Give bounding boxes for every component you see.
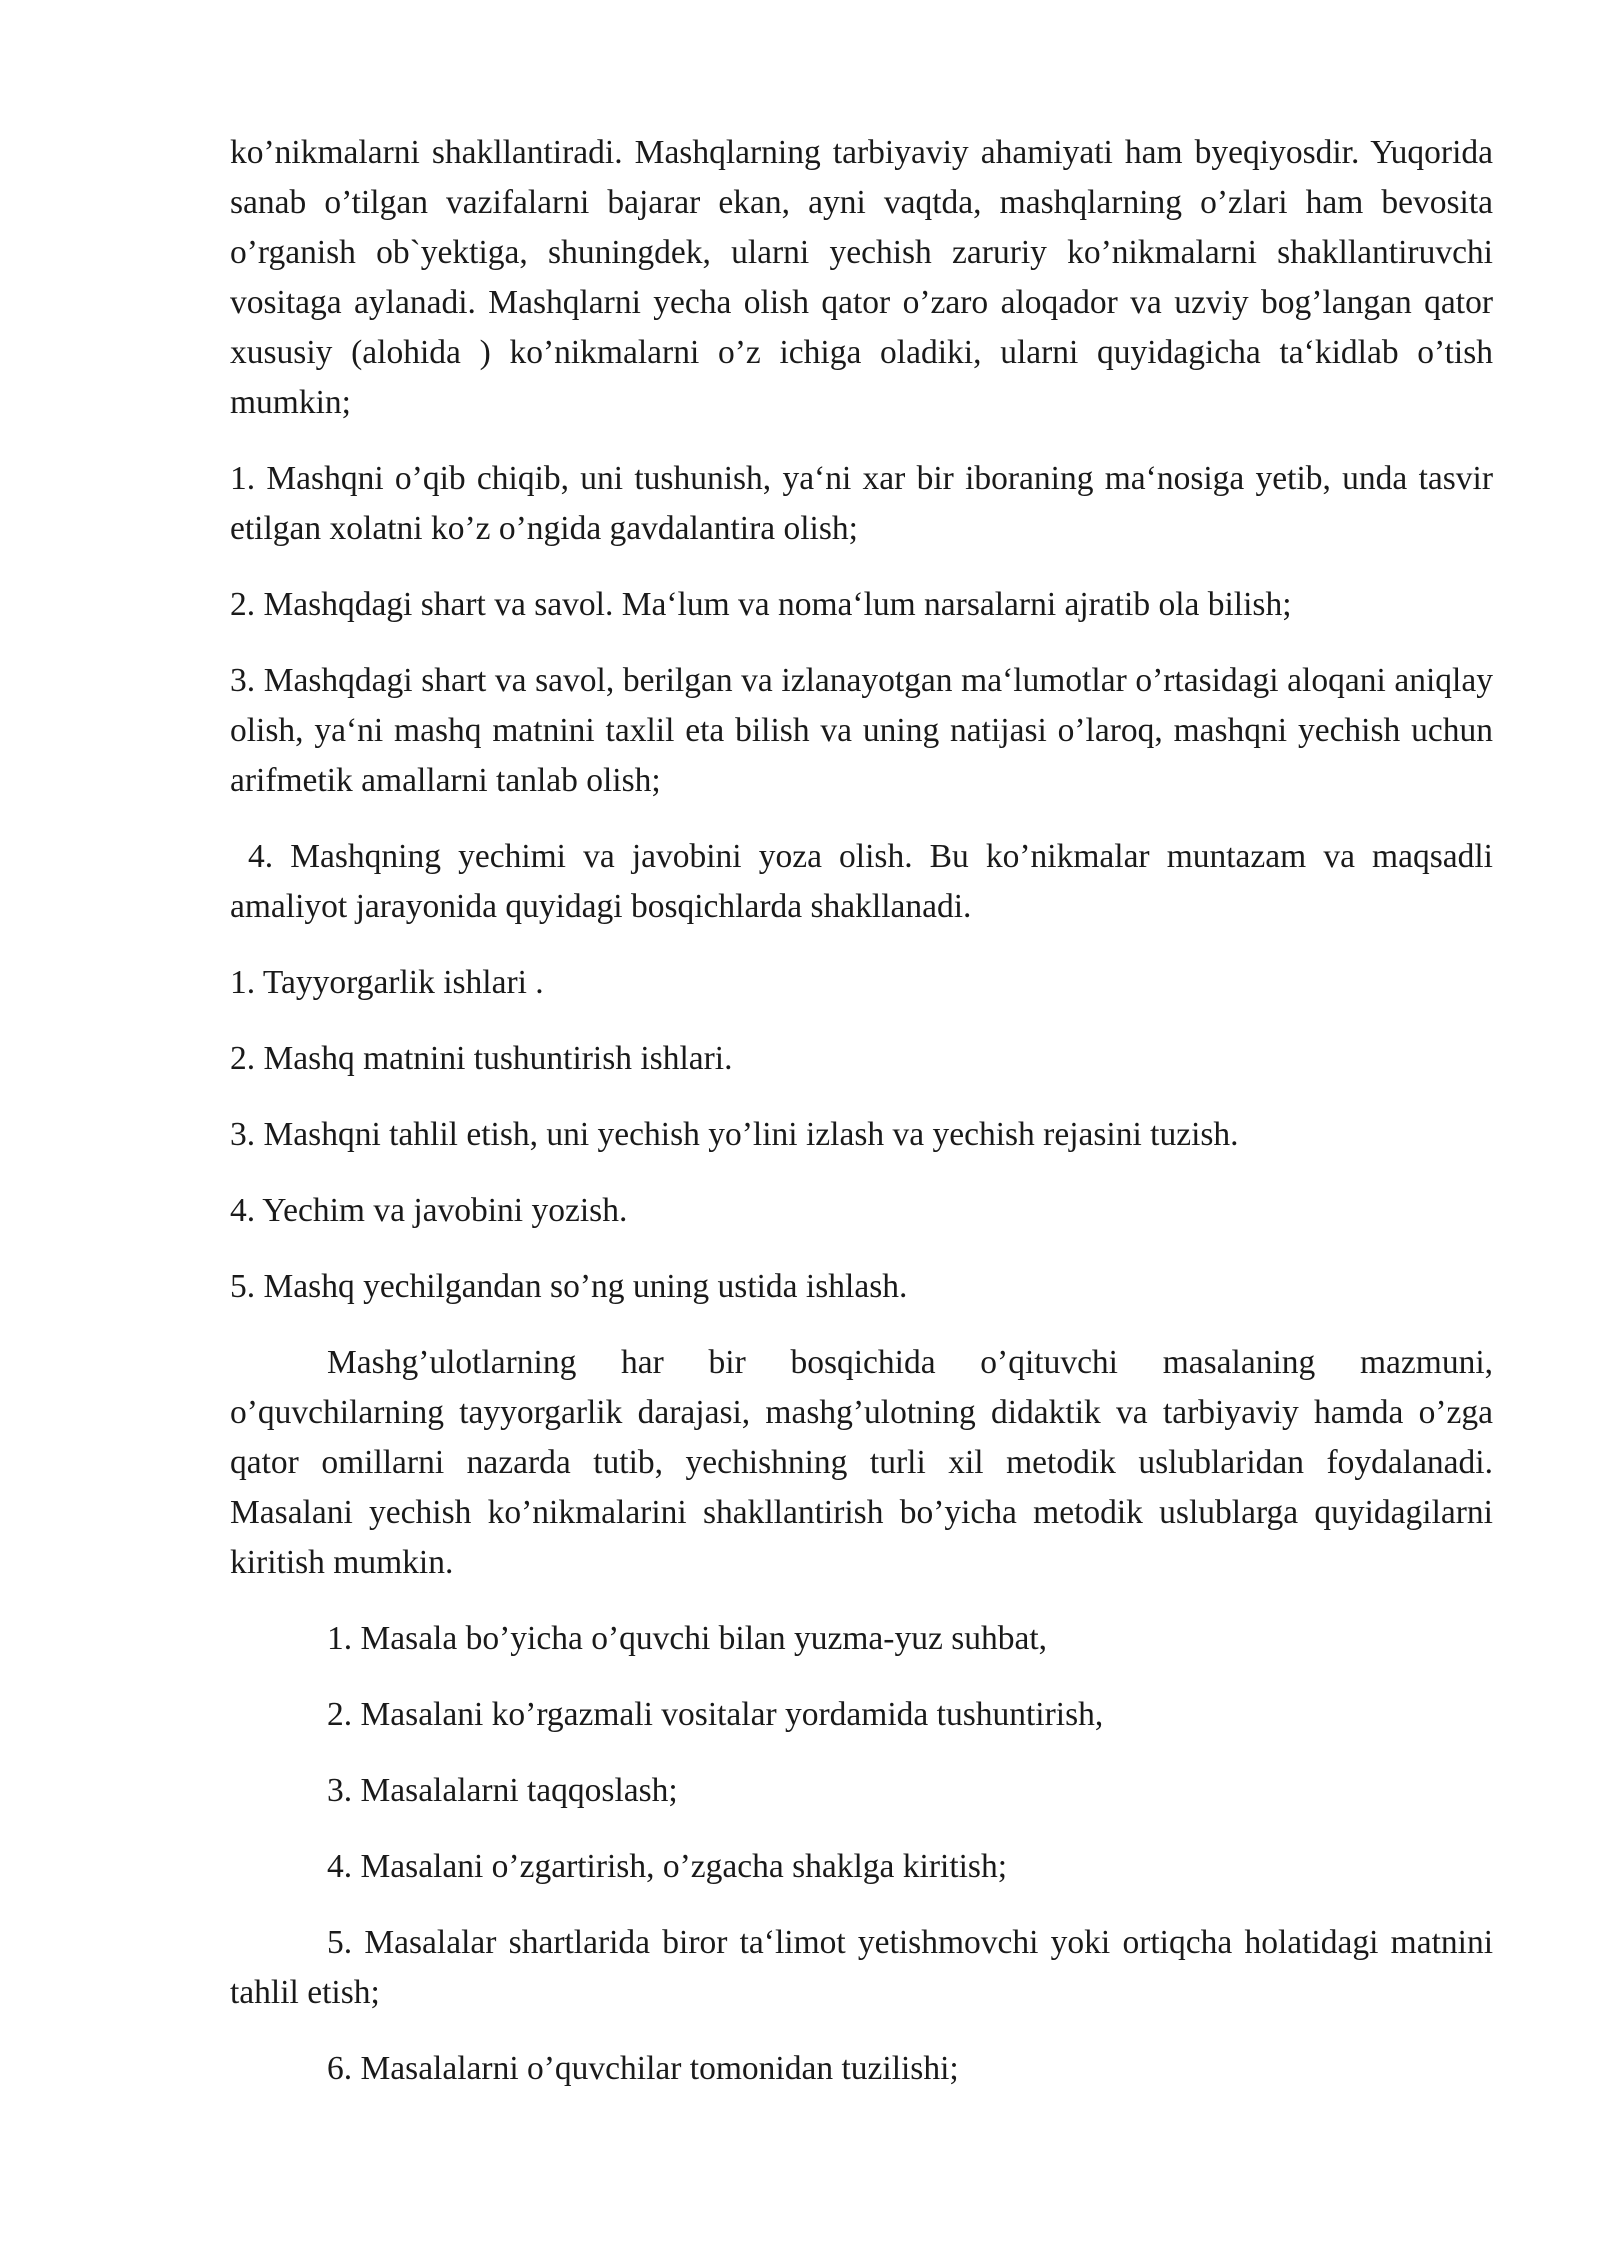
method-item-4: 4. Masalani o’zgartirish, o’zgacha shaklga kiritish;: [327, 1848, 1008, 1885]
skill-item-3: 3. Mashqdagi shart va savol, berilgan va izlanayotgan ma‘lumotlar o’rtasidagi aloqani aniqlay olish, ya‘ni mashq matnini taxlil eta bilish va uning natijasi o’laroq, mashqni yechish uchun arifmetik amallarni tanlab olish;: [230, 662, 1493, 799]
paragraph-intro: ko’nikmalarni shakllantiradi. Mashqlarning tarbiyaviy ahamiyati ham byeqiyosdir. Yuqorida sanab o’tilgan vazifalarni bajarar ekan, ayni vaqtda, mashqlarning o’zlari ham bevosita o’rganish ob`yektiga, shuningdek, ularni yechish zaruriy ko’nikmalarni shakllantiruvchi vositaga aylanadi. Mashqlarni yecha olish qator o’zaro aloqador va uzviy bog’langan qator xususiy (alohida ) ko’nikmalarni o’z ichiga oladiki, ularni quyidagicha ta‘kidlab o’tish mumkin;: [230, 134, 1493, 421]
stage-item-3: 3. Mashqni tahlil etish, uni yechish yo’lini izlash va yechish rejasini tuzish.: [230, 1116, 1239, 1153]
method-item-1: 1. Masala bo’yicha o’quvchi bilan yuzma-yuz suhbat,: [327, 1620, 1048, 1657]
stage-item-4: 4. Yechim va javobini yozish.: [230, 1192, 628, 1229]
skill-item-4: 4. Mashqning yechimi va javobini yoza olish. Bu ko’nikmalar muntazam va maqsadli amaliyot jarayonida quyidagi bosqichlarda shakllanadi.: [230, 838, 1493, 925]
stage-item-1: 1. Tayyorgarlik ishlari .: [230, 964, 544, 1001]
paragraph-methods: Mashg’ulotlarning har bir bosqichida o’qituvchi masalaning mazmuni, o’quvchilarning tayyorgarlik darajasi, mashg’ulotning didaktik va tarbiyaviy hamda o’zga qator omillarni nazarda tutib, yechishning turli xil metodik uslublaridan foydalanadi. Masalani yechish ko’nikmalarini shakllantirish bo’yicha metodik uslublarga quyidagilarni kiritish mumkin.: [230, 1344, 1493, 1581]
method-item-6: 6. Masalalarni o’quvchilar tomonidan tuzilishi;: [327, 2050, 959, 2087]
skill-item-1: 1. Mashqni o’qib chiqib, uni tushunish, ya‘ni xar bir iboraning ma‘nosiga yetib, unda tasvir etilgan xolatni ko’z o’ngida gavdalantira olish;: [230, 460, 1493, 547]
method-item-2: 2. Masalani ko’rgazmali vositalar yordamida tushuntirish,: [327, 1696, 1104, 1733]
method-item-5: 5. Masalalar shartlarida biror ta‘limot yetishmovchi yoki ortiqcha holatidagi matnini tahlil etish;: [230, 1924, 1493, 2011]
method-item-3: 3. Masalalarni taqqoslash;: [327, 1772, 678, 1809]
document-body: [230, 128, 1493, 2094]
stage-item-2: 2. Mashq matnini tushuntirish ishlari.: [230, 1040, 733, 1077]
skill-item-2: 2. Mashqdagi shart va savol. Ma‘lum va noma‘lum narsalarni ajratib ola bilish;: [230, 586, 1292, 623]
stage-item-5: 5. Mashq yechilgandan so’ng uning ustida ishlash.: [230, 1268, 908, 1305]
